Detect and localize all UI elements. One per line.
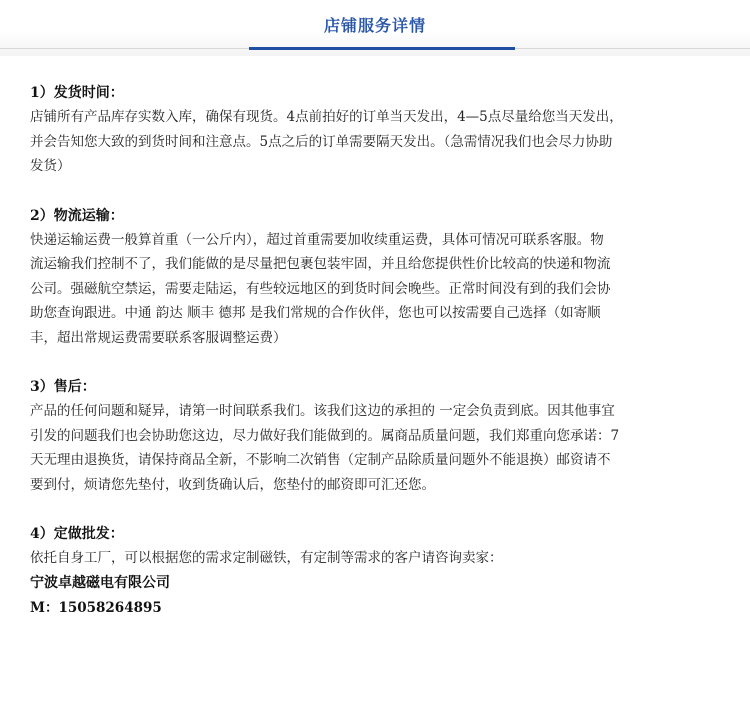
section-body: [30, 546, 730, 571]
title-underline: [249, 47, 515, 50]
section-heading: 4）定做批发：: [30, 526, 124, 542]
section-heading: 2）物流运输：: [30, 207, 124, 224]
section-heading: 3）售后：: [30, 379, 96, 395]
body-line: 并会告知您大致的到货时间和注意点。5点之后的订单需要隔天发出。（急需情况我们也会尽力协助: [30, 133, 613, 150]
section-logistics: [30, 205, 730, 351]
body-line: 产品的任何问题和疑异，请第一时间联系我们。该我们这边的承担的 一定会负责到底。因其他事宜: [30, 403, 615, 419]
body-line: 要到付，烦请您先垫付，收到货确认后，您垫付的邮资即可汇还您。: [30, 476, 435, 493]
company-name: 宁波卓越磁电有限公司: [30, 574, 170, 591]
body-line: 流运输我们控制不了，我们能做的是尽量把包裹包装牢固，并且给您提供性价比较高的快递和物流: [30, 256, 611, 272]
section-body: [30, 105, 730, 179]
service-details: [30, 82, 730, 621]
section-after-sales: [30, 376, 730, 497]
body-line: 天无理由退换货，请保持商品全新，不影响二次销售（定制产品除质量问题外不能退换）邮资请不: [30, 452, 611, 468]
body-line: 发货）: [30, 158, 71, 174]
section-body: [30, 399, 730, 497]
body-line: 依托自身工厂，可以根据您的需求定制磁铁，有定制等需求的客户请咨询卖家：: [30, 550, 503, 566]
section-custom-wholesale: [30, 523, 730, 621]
contact-phone: M：15058264895: [30, 599, 162, 616]
section-body: [30, 228, 730, 351]
body-line: 快递运输运费一般算首重（一公斤内），超过首重需要加收续重运费，具体可情况可联系客服。物: [30, 231, 604, 248]
body-line: 引发的问题我们也会协助您这边，尽力做好我们能做到的。属商品质量问题，我们郑重向您承诺：7: [30, 427, 620, 444]
page-title: 店铺服务详情: [323, 16, 426, 35]
body-line: 丰，超出常规运费需要联系客服调整运费）: [30, 329, 287, 346]
body-line: 助您查询跟进。中通 韵达 顺丰 德邦 是我们常规的合作伙伴，您也可以按需要自己选择（如寄顺: [30, 305, 601, 321]
page-header: [0, 0, 750, 56]
section-shipping-time: [30, 82, 730, 179]
body-line: 店铺所有产品库存实数入库，确保有现货。4点前拍好的订单当天发出，4—5点尽量给您当天发出，: [30, 109, 623, 125]
body-line: 公司。强磁航空禁运，需要走陆运，有些较远地区的到货时间会晚些。正常时间没有到的我们会协: [30, 280, 611, 297]
section-heading: 1）发货时间：: [30, 85, 124, 101]
